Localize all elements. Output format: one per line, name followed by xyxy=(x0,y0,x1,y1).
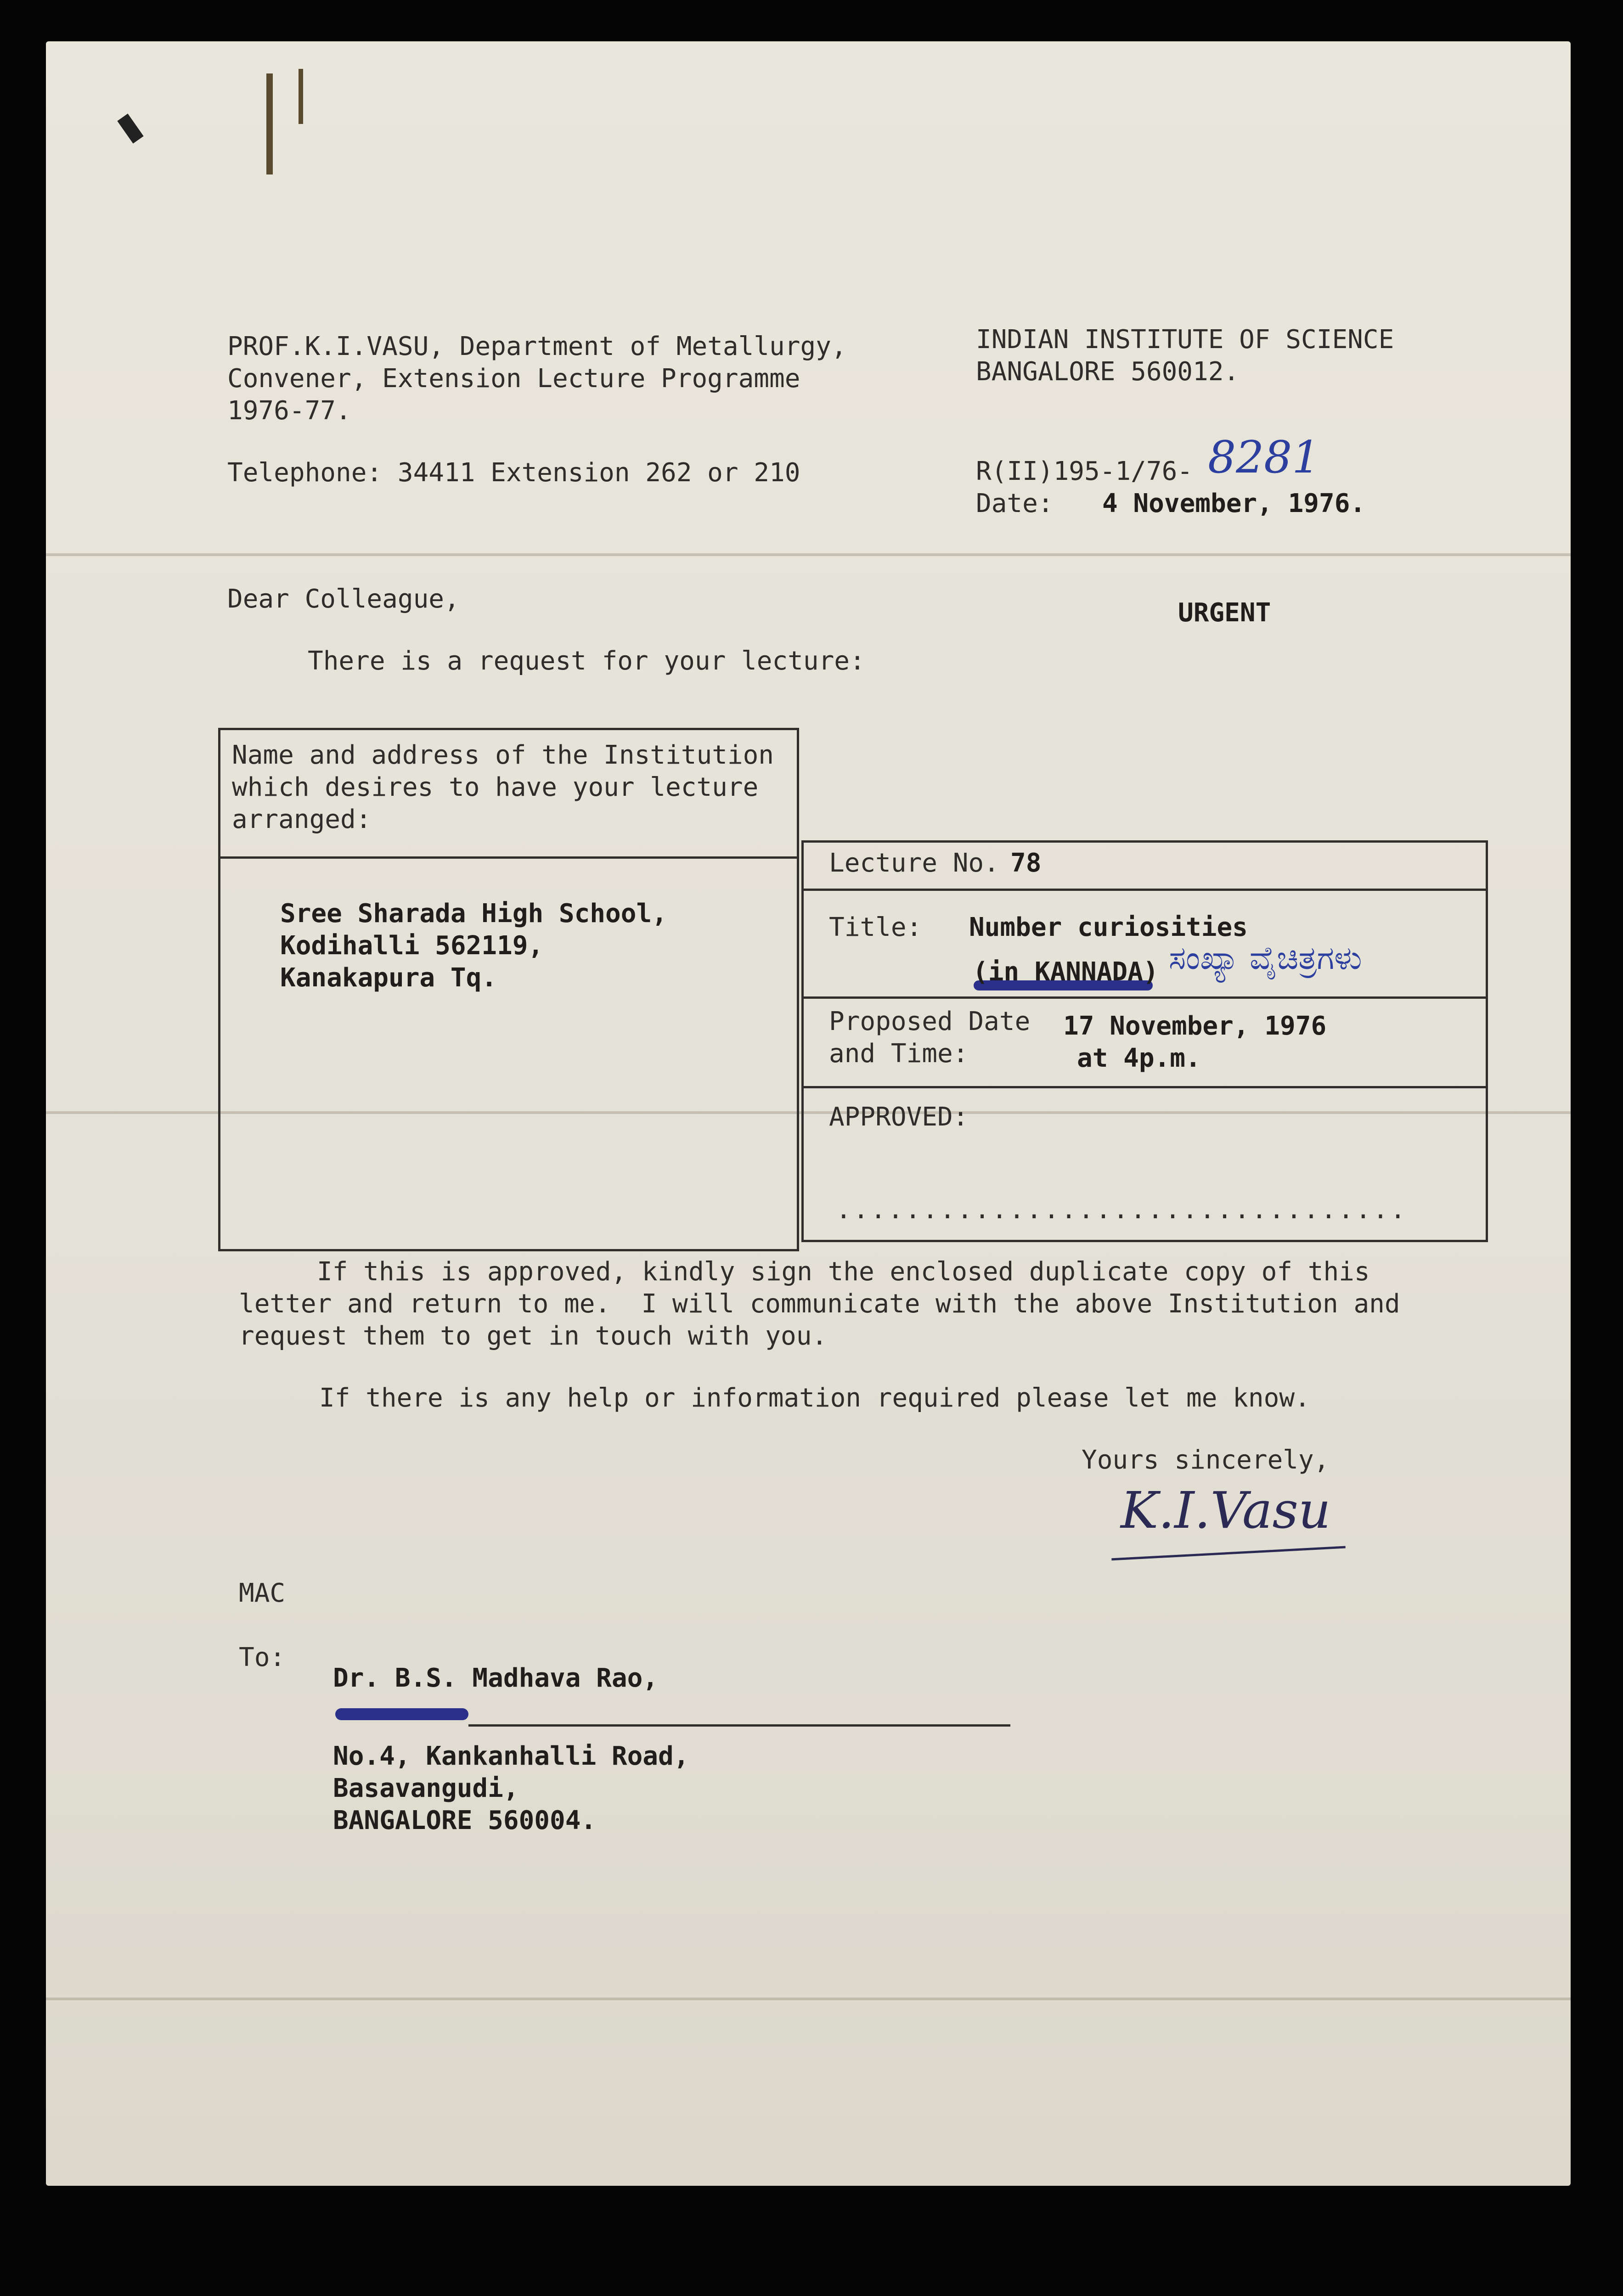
paper-fold xyxy=(46,553,1571,556)
date-value: 4 November, 1976. xyxy=(1102,489,1366,518)
salutation: Dear Colleague, xyxy=(227,584,460,614)
institute-line-1: INDIAN INSTITUTE OF SCIENCE xyxy=(976,325,1394,355)
telephone: Telephone: 34411 Extension 262 or 210 xyxy=(227,458,800,488)
lecture-no-label: Lecture No. xyxy=(829,848,999,878)
recipient-line-2: No.4, Kankanhalli Road, xyxy=(333,1741,689,1771)
recipient-line-4: BANGALORE 560004. xyxy=(333,1806,597,1835)
institute-line-2: BANGALORE 560012. xyxy=(976,357,1240,387)
institution-header-1: Name and address of the Institution xyxy=(232,740,774,770)
recipient-line-1: Dr. B.S. Madhava Rao, xyxy=(333,1663,659,1693)
institution-address-1: Sree Sharada High School, xyxy=(280,899,667,929)
reference-handwritten: 8281 xyxy=(1208,432,1320,483)
request-line: There is a request for your lecture: xyxy=(308,646,865,676)
title-label: Title: xyxy=(829,912,922,942)
proposed-label-1: Proposed Date xyxy=(829,1007,1031,1036)
institution-header-2: which desires to have your lecture xyxy=(232,772,759,802)
to-label: To: xyxy=(239,1643,286,1672)
proposed-value-1: 17 November, 1976 xyxy=(1063,1011,1327,1041)
sender-line-2: Convener, Extension Lecture Programme xyxy=(227,364,800,394)
body-para1-line-2: letter and return to me. I will communicate with the above Institution and xyxy=(239,1289,1400,1319)
institution-address-3: Kanakapura Tq. xyxy=(280,963,497,993)
table-divider xyxy=(801,1086,1486,1088)
struck-out-text xyxy=(335,1708,468,1720)
ink-stain xyxy=(299,69,303,124)
ink-stain xyxy=(266,73,273,174)
paper-fold xyxy=(46,1998,1571,2000)
reference-number: R(II)195-1/76- xyxy=(976,456,1193,486)
proposed-label-2: and Time: xyxy=(829,1039,969,1069)
recipient-line-3: Basavangudi, xyxy=(333,1773,519,1803)
closing: Yours sincerely, xyxy=(1082,1445,1330,1475)
address-rule xyxy=(468,1724,1010,1727)
title-value-line-1: Number curiosities xyxy=(969,912,1248,942)
body-para2: If there is any help or information required please let me know. xyxy=(319,1383,1310,1413)
title-handwritten-kannada: ಸಂಖ್ಯಾ ವೈಚಿತ್ರಗಳು xyxy=(1169,939,1362,977)
typist-initials: MAC xyxy=(239,1578,286,1608)
table-divider xyxy=(218,856,797,859)
institution-header-3: arranged: xyxy=(232,805,372,834)
table-divider xyxy=(801,996,1486,999)
sender-line-3: 1976-77. xyxy=(227,396,351,426)
body-para1-line-3: request them to get in touch with you. xyxy=(239,1321,828,1351)
lecture-no-value: 78 xyxy=(1010,848,1042,878)
date-label: Date: xyxy=(976,489,1054,518)
approved-label: APPROVED: xyxy=(829,1102,969,1132)
sender-line-1: PROF.K.I.VASU, Department of Metallurgy, xyxy=(227,332,847,361)
table-divider xyxy=(801,889,1486,891)
signature: K.I.Vasu xyxy=(1121,1481,1331,1540)
body-para1-line-1: If this is approved, kindly sign the enclosed duplicate copy of this xyxy=(317,1257,1370,1287)
proposed-value-2: at 4p.m. xyxy=(1077,1043,1201,1073)
title-value-line-2: (in KANNADA) xyxy=(973,957,1159,987)
institution-address-2: Kodihalli 562119, xyxy=(280,931,544,961)
urgent-label: URGENT xyxy=(1178,598,1271,628)
approved-signature-line: ................................. xyxy=(836,1195,1408,1225)
